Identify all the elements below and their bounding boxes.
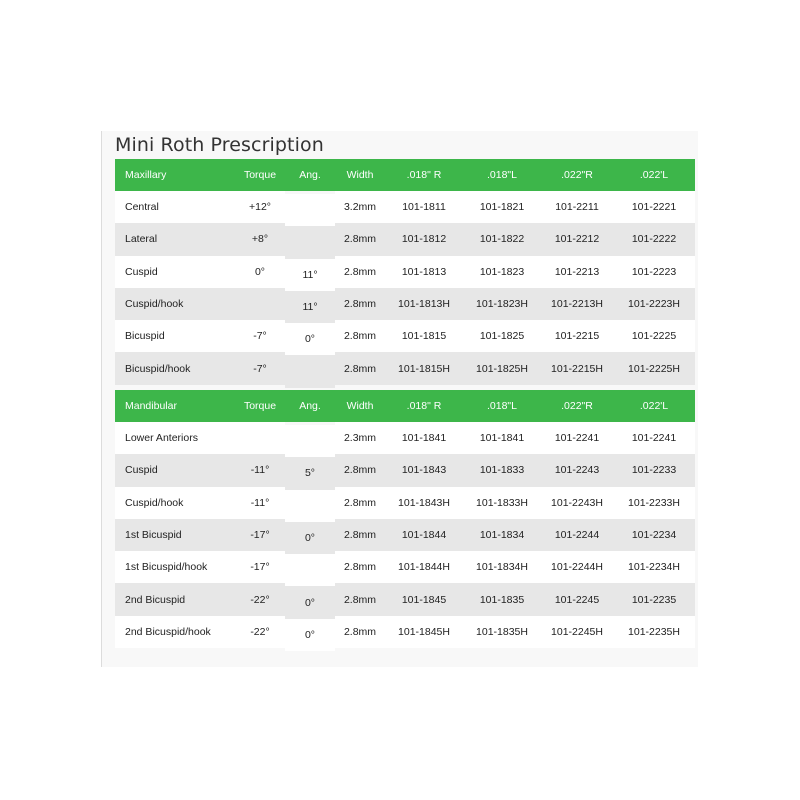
cell-018-r: 101-1815H [385,352,463,384]
header-tooth: Mandibular [115,390,235,422]
cell-width: 2.8mm [335,352,385,384]
table-row [115,256,695,288]
cell-022-l: 101-2235 [613,583,695,615]
cell-torque: -11° [235,454,285,486]
cell-angulation: 0° [285,586,335,618]
cell-022-r: 101-2243 [541,454,613,486]
cell-angulation [285,194,335,226]
cell-tooth: Lower Anteriors [115,422,235,454]
cell-angulation [285,355,335,387]
cell-018-r: 101-1815 [385,320,463,352]
cell-width: 2.8mm [335,519,385,551]
cell-tooth: Central [115,191,235,223]
cell-angulation [285,226,335,258]
header-width: Width [335,159,385,191]
cell-018-r: 101-1845 [385,583,463,615]
table-row [115,223,695,255]
table-row [115,422,695,454]
cell-angulation: 5° [285,457,335,489]
cell-018-l: 101-1841 [463,422,541,454]
cell-tooth: Lateral [115,223,235,255]
table-row [115,551,695,583]
header-018-r: .018" R [385,159,463,191]
cell-022-r: 101-2213 [541,256,613,288]
cell-width: 2.8mm [335,256,385,288]
page-title: Mini Roth Prescription [115,134,324,156]
cell-018-r: 101-1844H [385,551,463,583]
header-tooth: Maxillary [115,159,235,191]
cell-tooth: Cuspid/hook [115,487,235,519]
cell-018-r: 101-1843H [385,487,463,519]
cell-022-l: 101-2225H [613,352,695,384]
table-row [115,191,695,223]
cell-022-l: 101-2234H [613,551,695,583]
cell-torque: -7° [235,320,285,352]
cell-angulation: 11° [285,259,335,291]
cell-022-l: 101-2223H [613,288,695,320]
cell-022-l: 101-2233 [613,454,695,486]
cell-tooth: Cuspid [115,454,235,486]
cell-018-r: 101-1843 [385,454,463,486]
cell-torque: +8° [235,223,285,255]
cell-torque [235,422,285,454]
cell-018-l: 101-1834H [463,551,541,583]
cell-tooth: Bicuspid/hook [115,352,235,384]
mandibular-header-row [115,390,695,422]
cell-022-l: 101-2233H [613,487,695,519]
cell-tooth: Cuspid/hook [115,288,235,320]
cell-022-l: 101-2223 [613,256,695,288]
cell-width: 2.8mm [335,223,385,255]
cell-018-r: 101-1812 [385,223,463,255]
cell-018-l: 101-1825H [463,352,541,384]
cell-torque: -22° [235,583,285,615]
cell-width: 2.8mm [335,487,385,519]
cell-022-l: 101-2241 [613,422,695,454]
cell-018-r: 101-1813H [385,288,463,320]
header-018-l: .018"L [463,390,541,422]
cell-tooth: 1st Bicuspid/hook [115,551,235,583]
header-angulation: Ang. [285,159,335,191]
cell-022-r: 101-2244 [541,519,613,551]
cell-018-l: 101-1833 [463,454,541,486]
cell-tooth: 2nd Bicuspid/hook [115,616,235,648]
cell-018-l: 101-1822 [463,223,541,255]
cell-angulation: 0° [285,323,335,355]
cell-022-r: 101-2244H [541,551,613,583]
cell-angulation [285,490,335,522]
cell-018-l: 101-1834 [463,519,541,551]
cell-018-l: 101-1835 [463,583,541,615]
header-torque: Torque [235,159,285,191]
cell-018-l: 101-1821 [463,191,541,223]
header-018-r: .018" R [385,390,463,422]
cell-width: 2.8mm [335,616,385,648]
header-width: Width [335,390,385,422]
header-022-l: .022'L [613,159,695,191]
header-018-l: .018"L [463,159,541,191]
cell-angulation: 0° [285,619,335,651]
cell-022-r: 101-2241 [541,422,613,454]
cell-angulation: 11° [285,291,335,323]
cell-tooth: Cuspid [115,256,235,288]
cell-018-r: 101-1845H [385,616,463,648]
table-row [115,288,695,320]
cell-022-l: 101-2221 [613,191,695,223]
cell-tooth: 2nd Bicuspid [115,583,235,615]
cell-018-r: 101-1813 [385,256,463,288]
cell-022-r: 101-2245H [541,616,613,648]
maxillary-header-row [115,159,695,191]
cell-022-l: 101-2235H [613,616,695,648]
cell-torque: -17° [235,519,285,551]
cell-022-r: 101-2245 [541,583,613,615]
cell-022-l: 101-2225 [613,320,695,352]
cell-022-r: 101-2213H [541,288,613,320]
cell-torque: -17° [235,551,285,583]
cell-022-r: 101-2212 [541,223,613,255]
header-022-l: .022'L [613,390,695,422]
cell-angulation [285,554,335,586]
cell-018-r: 101-1841 [385,422,463,454]
cell-torque: -11° [235,487,285,519]
cell-width: 2.8mm [335,320,385,352]
cell-018-l: 101-1823H [463,288,541,320]
table-row [115,583,695,615]
cell-torque [235,288,285,320]
cell-tooth: Bicuspid [115,320,235,352]
mandibular-table [115,390,695,648]
cell-torque: 0° [235,256,285,288]
table-row [115,454,695,486]
cell-torque: -22° [235,616,285,648]
cell-022-r: 101-2215H [541,352,613,384]
cell-018-l: 101-1835H [463,616,541,648]
header-torque: Torque [235,390,285,422]
maxillary-table [115,159,695,385]
cell-022-l: 101-2222 [613,223,695,255]
cell-angulation: 0° [285,522,335,554]
cell-width: 2.8mm [335,454,385,486]
cell-width: 2.8mm [335,551,385,583]
cell-width: 2.8mm [335,288,385,320]
header-022-r: .022"R [541,159,613,191]
cell-018-l: 101-1825 [463,320,541,352]
cell-width: 3.2mm [335,191,385,223]
cell-022-r: 101-2215 [541,320,613,352]
cell-022-r: 101-2211 [541,191,613,223]
cell-torque: +12° [235,191,285,223]
cell-018-l: 101-1833H [463,487,541,519]
cell-018-r: 101-1811 [385,191,463,223]
cell-width: 2.3mm [335,422,385,454]
cell-022-l: 101-2234 [613,519,695,551]
table-row [115,519,695,551]
cell-angulation [285,425,335,457]
header-022-r: .022"R [541,390,613,422]
cell-018-r: 101-1844 [385,519,463,551]
cell-022-r: 101-2243H [541,487,613,519]
header-angulation: Ang. [285,390,335,422]
cell-tooth: 1st Bicuspid [115,519,235,551]
table-row [115,352,695,384]
cell-018-l: 101-1823 [463,256,541,288]
cell-torque: -7° [235,352,285,384]
table-row [115,487,695,519]
table-row [115,320,695,352]
cell-width: 2.8mm [335,583,385,615]
table-row [115,616,695,648]
